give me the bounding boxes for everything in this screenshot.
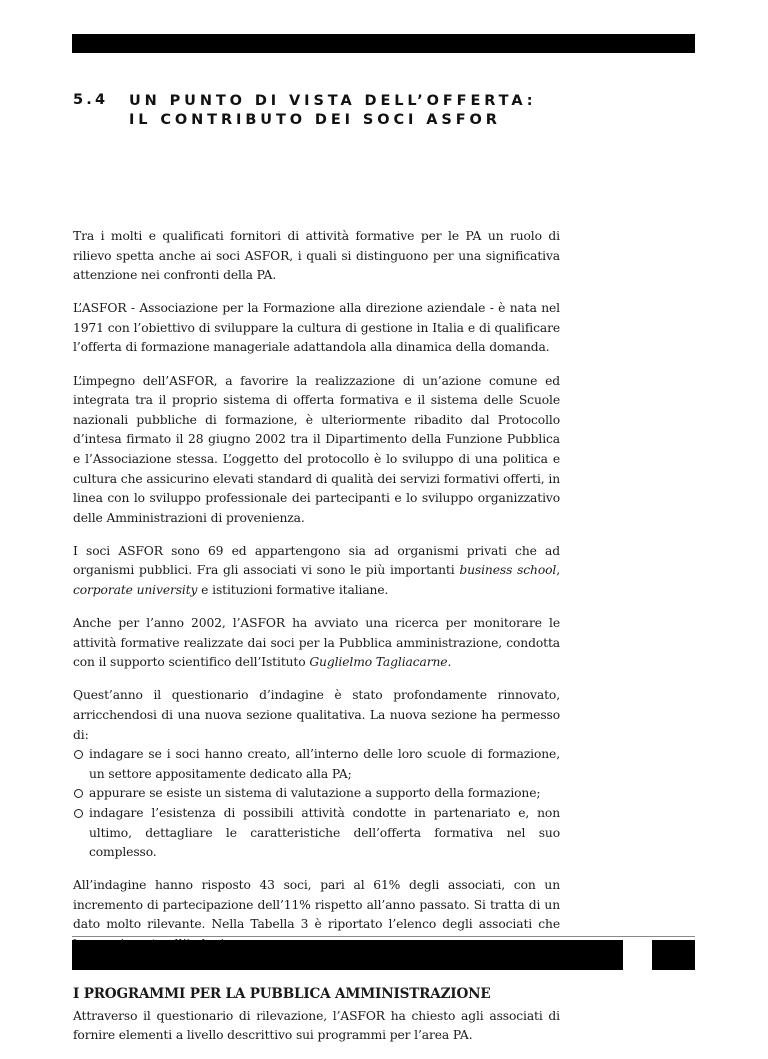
circle-bullet-icon	[74, 809, 83, 818]
list-item	[73, 804, 560, 863]
section-number: 5.4	[73, 92, 109, 108]
paragraph-6: Quest’anno il questionario d’indagine è stato profondamente rinnovato, arricchendosi di una nuova sezione qualitativa. La nuova sezione ha permesso di:	[73, 688, 560, 742]
paragraph-4-emphasis-1: business school	[459, 563, 557, 578]
paragraph-4-emphasis-2: corporate university	[73, 583, 198, 597]
bullet-list	[73, 745, 560, 863]
paragraph-4-text-a: I soci ASFOR sono 69 ed appartengono sia ad organismi privati che ad organismi pubblici. Fra gli associati vi sono le più importanti	[73, 543, 560, 578]
section-title-line-1: UN PUNTO DI VISTA DELL’OFFERTA:	[129, 93, 537, 109]
subheading: I PROGRAMMI PER LA PUBBLICA AMMINISTRAZIONE	[73, 985, 491, 1002]
paragraph-8: Attraverso il questionario di rilevazione, l’ASFOR ha chiesto agli associati di fornire elementi a livello descrittivo sui programmi per l’area PA.	[73, 1008, 560, 1043]
paragraph-4-text-c: e istituzioni formative italiane.	[197, 583, 389, 597]
section-title-line-2: IL CONTRIBUTO DEI SOCI ASFOR	[129, 112, 501, 128]
list-item	[73, 784, 560, 804]
paragraph-7: All’indagine hanno risposto 43 soci, pari al 61% degli associati, con un incremento di partecipazione dell’11% rispetto all’anno passato. Si tratta di un dato molto rilevante. Nella Tabella 3 è riportato l’elenco degli associati che	[73, 878, 560, 932]
footer-rule	[72, 936, 695, 937]
paragraph-3: L’impegno dell’ASFOR, a favorire la realizzazione di un’azione comune ed integrata tra il proprio sistema di offerta formativa e il sistema delle Scuole nazionali pubbliche di formazione, è ulteriormente ribadito dal Protocollo d’intesa firmato il 28 giugno 2002 tra il Dipartimento della Funzione Pubblica e l’Associazione stessa. L’oggetto del protocollo è lo sviluppo di una politica e cultura che assicurino elevati standard di qualità dei servizi formativi offerti, in linea con lo sviluppo professionale dei partecipanti e lo sviluppo organizzativo delle Amministrazioni di provenienza.	[73, 373, 560, 525]
circle-bullet-icon	[74, 750, 83, 759]
section-title	[129, 92, 689, 130]
paragraph-5-emphasis: Guglielmo Tagliacarne	[309, 655, 448, 670]
body-text	[73, 227, 560, 1059]
footer-bar	[72, 940, 623, 970]
paragraph-5	[73, 614, 560, 673]
circle-bullet-icon	[74, 789, 83, 798]
paragraph-5-text-b: .	[447, 655, 452, 670]
paragraph-4	[73, 542, 560, 601]
page-number-box	[652, 940, 695, 970]
list-item-text: indagare l’esistenza di possibili attività condotte in partenariato e, non ultimo, dettagliare le caratteristiche dell’offerta formativa nel suo complesso.	[89, 805, 560, 860]
list-item-text: appurare se esiste un sistema di valutazione a supporto della formazione;	[89, 786, 541, 801]
list-item	[73, 745, 560, 784]
paragraph-1: Tra i molti e qualificati fornitori di attività formative per le PA un ruolo di rilievo spetta anche ai soci ASFOR, i quali si distinguono per una significativa attenzione nei confronti della PA.	[73, 229, 560, 283]
paragraph-5-text-a: Anche per l’anno 2002, l’ASFOR ha avviato una ricerca per monitorare le attività formative realizzate dai soci per la Pubblica amministrazione, condotta con il supporto scientifico dell’Istituto	[73, 616, 560, 670]
list-item-text: indagare se i soci hanno creato, all’interno delle loro scuole di formazione, un settore appositamente dedicato alla PA;	[89, 747, 560, 781]
paragraph-4-text-b: ,	[556, 563, 560, 578]
paragraph-2: L’ASFOR - Associazione per la Formazione alla direzione aziendale - è nata nel 1971 con l’obiettivo di sviluppare la cultura di gestione in Italia e di qualificare l’offerta di formazione manageriale adattandola alla dinamica della domanda.	[73, 301, 560, 355]
header-bar	[72, 34, 695, 53]
